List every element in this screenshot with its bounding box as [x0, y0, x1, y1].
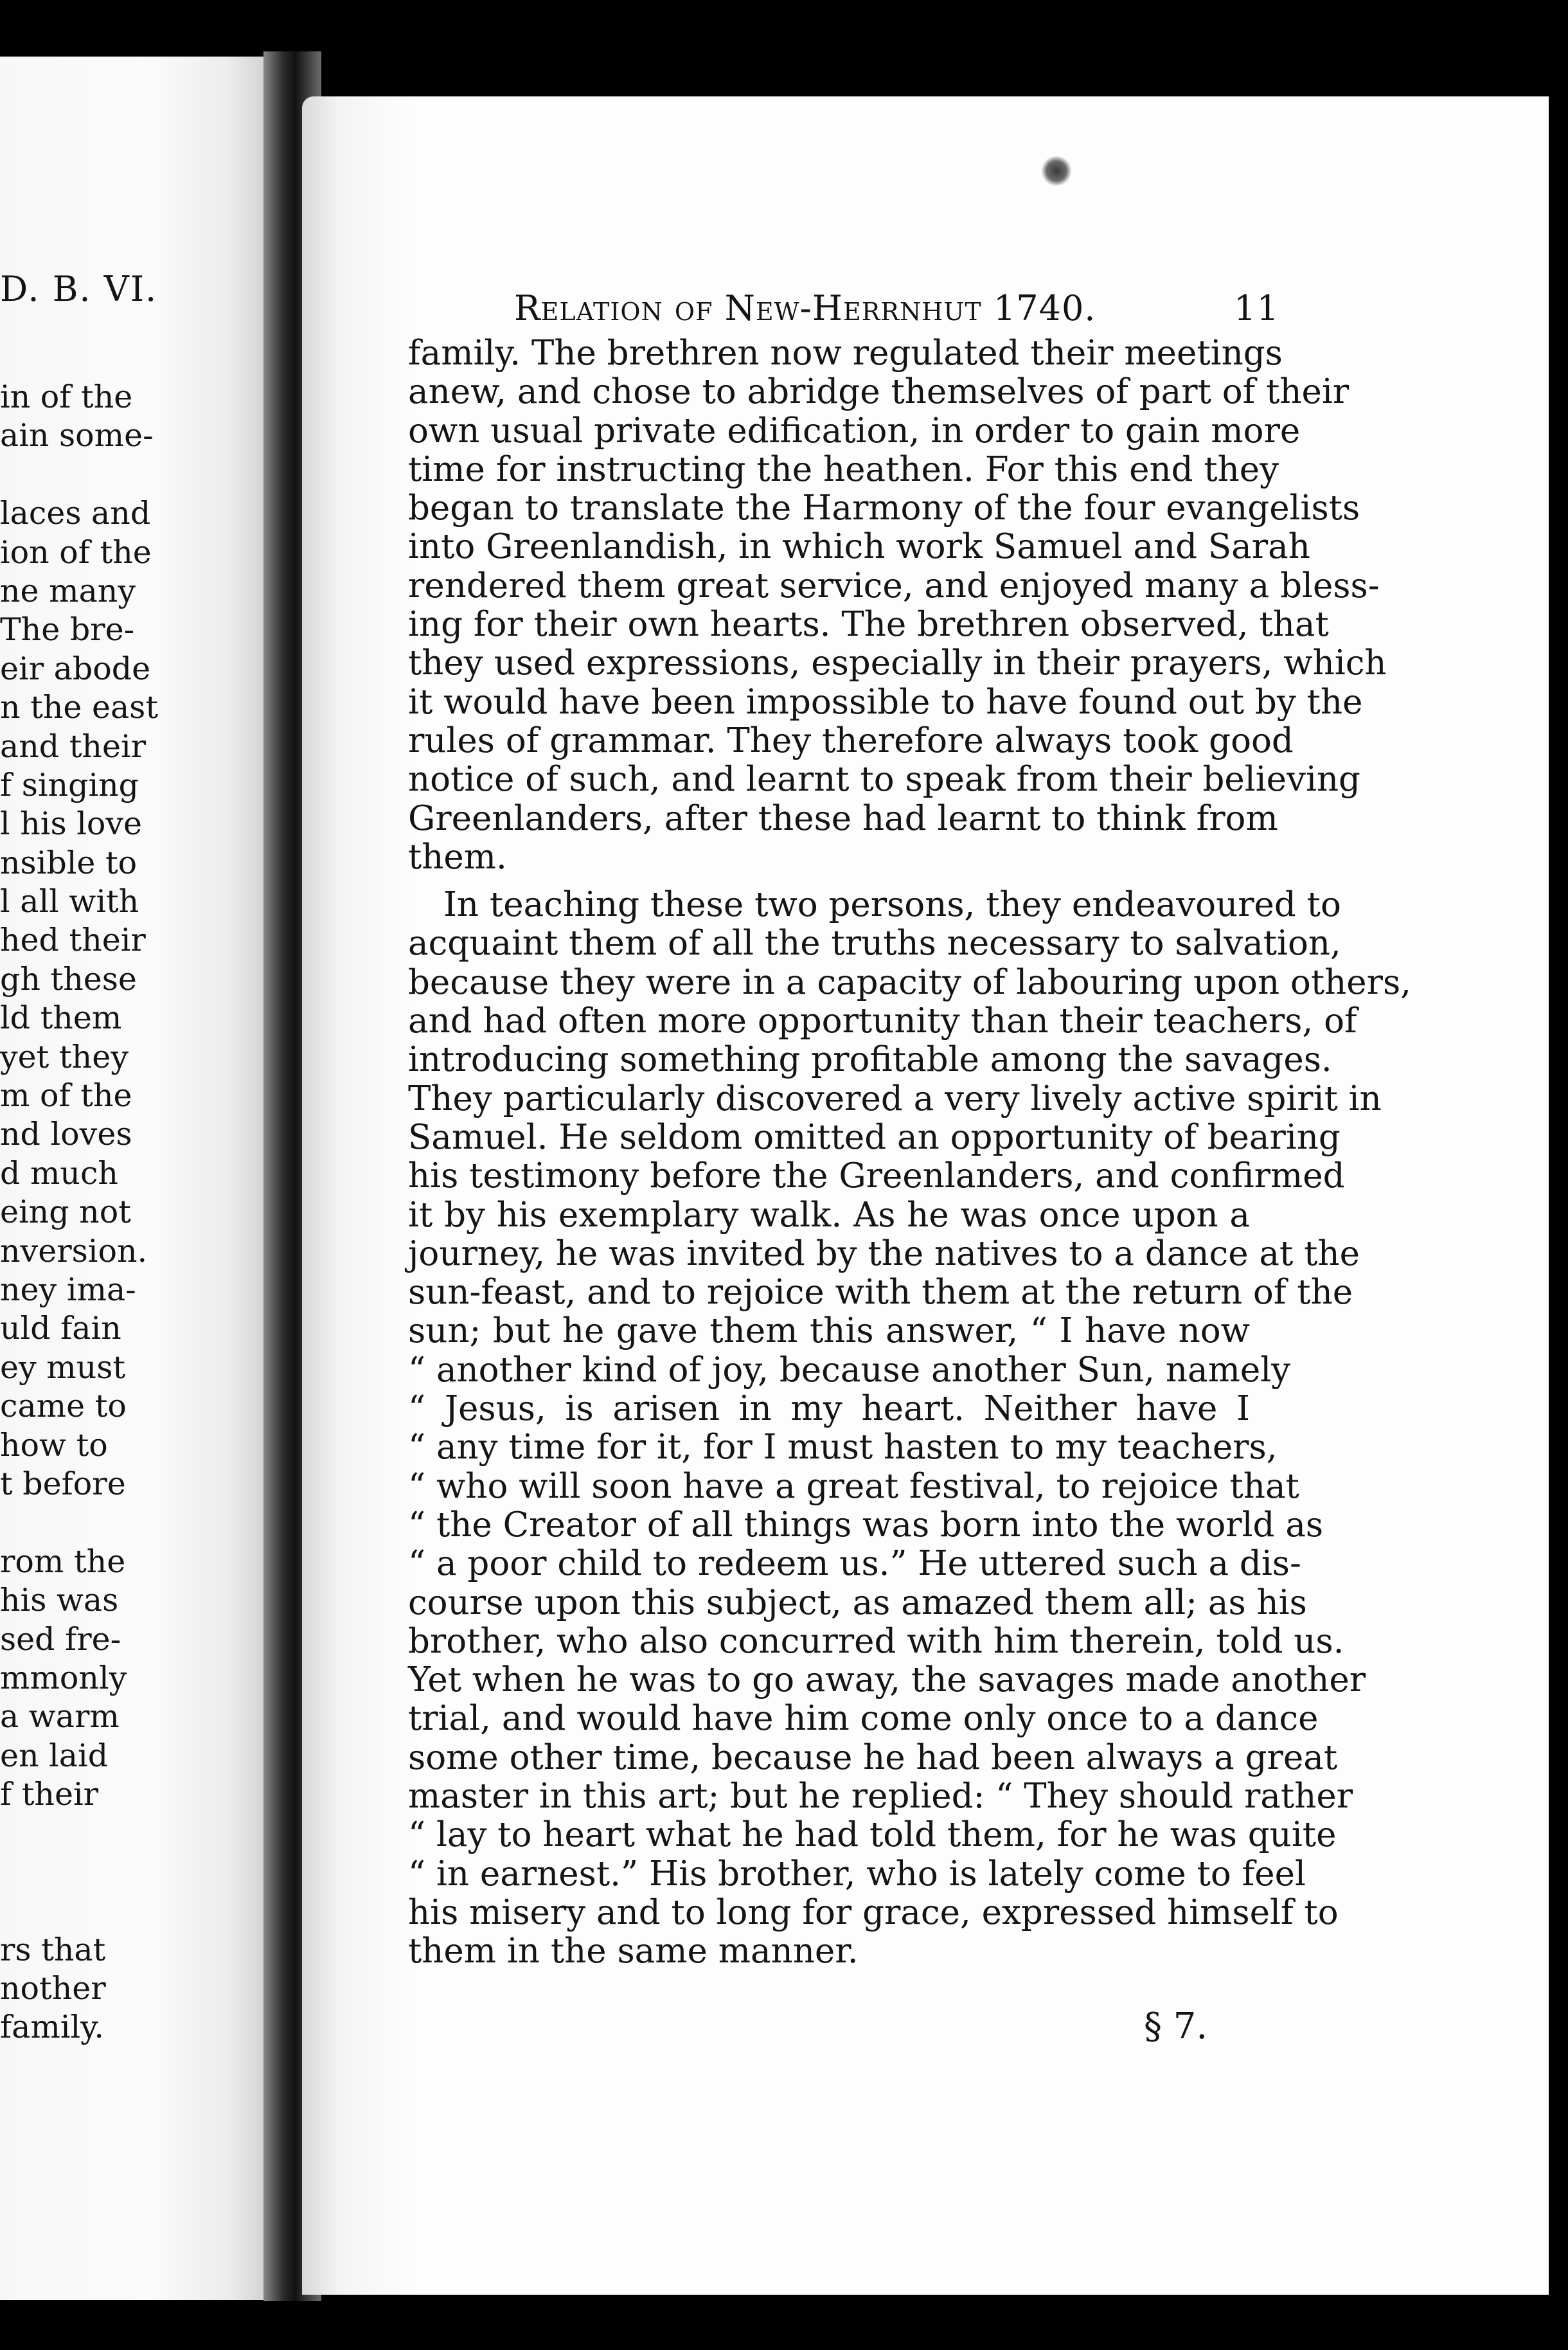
left-page-line: ain some-: [0, 417, 154, 454]
text-line: notice of such, and learnt to speak from their believing: [408, 760, 1360, 800]
text-line: rules of grammar. They therefore always took good: [408, 721, 1294, 760]
text-line: them in the same manner.: [408, 1932, 859, 1971]
running-head-title: Relation of New-Herrnhut 1740.: [514, 288, 1096, 328]
text-line: his misery and to long for grace, expressed himself to: [408, 1892, 1339, 1932]
text-line: In teaching these two persons, they endeavoured to: [443, 885, 1341, 925]
left-page-line: nsible to: [0, 844, 138, 881]
left-page-text: [0, 378, 257, 2047]
text-line: rendered them great service, and enjoyed many a bless-: [408, 566, 1380, 605]
text-line: acquaint them of all the truths necessary to salvation,: [408, 924, 1341, 964]
left-page-line: in of the: [0, 379, 133, 415]
left-page-line: eir abode: [0, 650, 151, 687]
left-page-line: [0, 456, 257, 494]
text-line: they used expressions, especially in their prayers, which: [408, 643, 1387, 683]
left-page-header: D. B. VI.: [0, 269, 158, 309]
left-page-line: a warm: [0, 1698, 120, 1736]
left-page-line: [0, 1814, 257, 1852]
left-page-line: eing not: [0, 1194, 131, 1231]
left-page-line: his was: [0, 1582, 119, 1619]
text-line: it by his exemplary walk. As he was once upon a: [408, 1195, 1250, 1235]
left-page-line: ne many: [0, 572, 136, 609]
text-line: “ the Creator of all things was born into the world as: [408, 1505, 1324, 1545]
text-line: trial, and would have him come only once to a dance: [408, 1699, 1319, 1739]
text-line: sun-feast, and to rejoice with them at the return of the: [408, 1273, 1353, 1313]
text-line: introducing something profitable among the savages.: [408, 1040, 1332, 1080]
text-line: Greenlanders, after these had learnt to think from: [408, 798, 1278, 838]
text-line: his testimony before the Greenlanders, and confirmed: [408, 1156, 1345, 1196]
left-page-line: nversion.: [0, 1232, 148, 1269]
left-page-line: d much: [0, 1154, 118, 1192]
text-line: “ in earnest.” His brother, who is lately come to feel: [408, 1854, 1306, 1894]
text-line: sun; but he gave them this answer, “ I have now: [408, 1311, 1250, 1351]
left-page-line: ld them: [0, 1000, 122, 1037]
text-line: They particularly discovered a very lively active spirit in: [408, 1079, 1382, 1118]
text-line: anew, and chose to abridge themselves of part of their: [408, 372, 1350, 412]
text-line: “ Jesus, is arisen in my heart. Neither have I: [408, 1389, 1250, 1429]
left-page-line: m of the: [0, 1077, 132, 1115]
left-page-line: rs that: [0, 1931, 106, 1968]
left-page-line: mmonly: [0, 1659, 127, 1696]
text-line: Yet when he was to go away, the savages made another: [408, 1660, 1366, 1700]
left-page-line: family.: [0, 2009, 104, 2046]
left-page-line: l all with: [0, 883, 139, 920]
text-line: brother, who also concurred with him therein, told us.: [408, 1621, 1344, 1661]
left-page-line: came to: [0, 1388, 127, 1425]
left-page-line: en laid: [0, 1737, 109, 1774]
left-page-line: ion of the: [0, 534, 152, 571]
left-page-line: hed their: [0, 922, 146, 959]
text-line: own usual private edification, in order to gain more: [408, 411, 1301, 451]
left-page-line: and their: [0, 728, 147, 765]
left-page-line: gh these: [0, 960, 137, 998]
left-page-line: rom the: [0, 1543, 126, 1580]
text-line: into Greenlandish, in which work Samuel and Sarah: [408, 527, 1310, 567]
left-page-line: n the east: [0, 689, 159, 726]
text-line: began to translate the Harmony of the four evangelists: [408, 489, 1360, 528]
text-line: and had often more opportunity than their teachers, of: [408, 1001, 1357, 1041]
text-line: because they were in a capacity of labouring upon others,: [408, 962, 1412, 1002]
running-head: [514, 288, 1285, 333]
text-line: ing for their own hearts. The brethren observed, that: [408, 605, 1329, 645]
left-page-line: f singing: [0, 766, 139, 803]
text-line: Samuel. He seldom omitted an opportunity of bearing: [408, 1117, 1341, 1157]
text-line: some other time, because he had been always a great: [408, 1737, 1338, 1777]
text-line: them.: [408, 837, 507, 877]
left-page-line: t before: [0, 1465, 126, 1502]
text-line: “ who will soon have a great festival, to rejoice that: [408, 1466, 1299, 1506]
text-line: “ a poor child to redeem us.” He uttered such a dis-: [408, 1544, 1301, 1584]
left-page-line: yet they: [0, 1038, 129, 1075]
text-line: course upon this subject, as amazed them all; as his: [408, 1583, 1307, 1622]
left-page-line: l his love: [0, 805, 143, 843]
left-page-line: f their: [0, 1776, 99, 1813]
left-page-line: uld fain: [0, 1310, 121, 1347]
left-page-line: nd loves: [0, 1116, 132, 1153]
left-page-line: laces and: [0, 495, 151, 532]
text-line: family. The brethren now regulated their meetings: [408, 334, 1283, 373]
left-page-line: ey must: [0, 1349, 126, 1386]
text-line: time for instructing the heathen. For this end they: [408, 449, 1279, 489]
left-page-line: sed fre-: [0, 1620, 121, 1658]
text-line: “ another kind of joy, because another Sun, namely: [408, 1350, 1291, 1390]
left-page-line: [0, 1853, 257, 1892]
page-number: 11: [1234, 288, 1279, 328]
left-page-line: [0, 1892, 257, 1930]
left-page-line: how to: [0, 1426, 108, 1464]
ink-speck: [1041, 156, 1072, 186]
left-page-line: nother: [0, 1970, 106, 2007]
text-line: “ any time for it, for I must hasten to my teachers,: [408, 1428, 1278, 1467]
left-page-line: ney ima-: [0, 1271, 136, 1308]
left-facing-page: [0, 57, 270, 2300]
text-line: journey, he was invited by the natives to a dance at the: [408, 1233, 1360, 1273]
catchword: § 7.: [1144, 2005, 1208, 2047]
left-page-line: [0, 1503, 257, 1542]
text-line: master in this art; but he replied: “ They should rather: [408, 1776, 1353, 1816]
text-line: it would have been impossible to have found out by the: [408, 682, 1363, 722]
text-line: “ lay to heart what he had told them, for he was quite: [408, 1815, 1337, 1855]
left-page-line: The bre-: [0, 611, 135, 649]
body-text: [408, 334, 1412, 1971]
